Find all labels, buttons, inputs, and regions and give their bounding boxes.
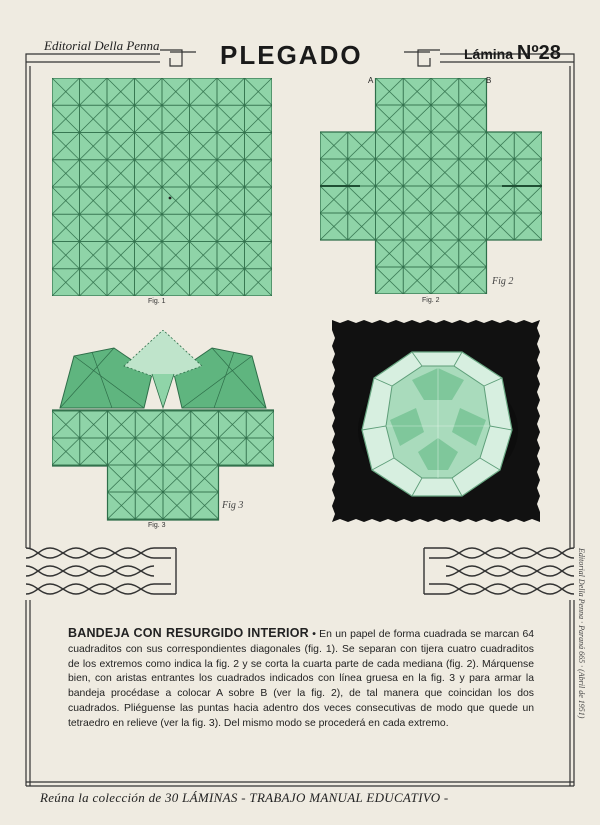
description-text — [68, 626, 534, 732]
fig3-tag: Fig 3 — [222, 500, 244, 511]
fig2-caption: Fig. 2 — [422, 297, 440, 304]
lamina-value: Nº28 — [516, 42, 561, 64]
fig2-label-a: A — [368, 76, 374, 85]
footer-collection-text: Reúna la colección de 30 LÁMINAS - TRABAJO MANUAL EDUCATIVO - — [40, 790, 449, 805]
tray-photo — [332, 320, 540, 522]
description-heading: BANDEJA CON RESURGIDO INTERIOR — [68, 626, 309, 640]
side-publisher-text: Editorial Della Penna · Paraná 665 · (Abril de 1951) — [577, 548, 586, 719]
fig1-caption: Fig. 1 — [148, 298, 166, 305]
fig2-cross — [320, 78, 542, 294]
page-title: PLEGADO — [220, 40, 363, 70]
fig1-grid — [52, 78, 272, 296]
fig2-label-b: B — [486, 76, 492, 85]
fig3-caption: Fig. 3 — [148, 522, 166, 529]
fig2-tag: Fig 2 — [492, 276, 514, 287]
lamina-number — [464, 42, 561, 65]
fig3-folded — [52, 330, 274, 522]
braid-divider — [26, 544, 574, 604]
description-body: En un papel de forma cuadrada se marcan 64 cuadraditos con sus correspondientes diagonales (fig. 1). Se separan con tijera cuatro cuadraditos de los extremos como indica la fig. 2 y se corta la cuarta parte de cada mediana (fig. 2). Márquense bien, con aristas entrantes los cuadrados indicados con línea gruesa en la fig. 3 y para armar la bandeja procédase a colocar A sobre B (ver la fig. 2), de tal manera que coincidan los dos cuadrados. Pliéguense las puntas hacia adentro dos veces consecutivas de modo que quede un tetraedro en relieve (ver la fig. 3). Del mismo modo se procederá en cada extremo. — [68, 629, 535, 729]
description-bullet: • — [312, 629, 316, 640]
brand-logo: Editorial Della Penna — [44, 38, 160, 53]
lamina-label: Lámina — [464, 46, 514, 62]
